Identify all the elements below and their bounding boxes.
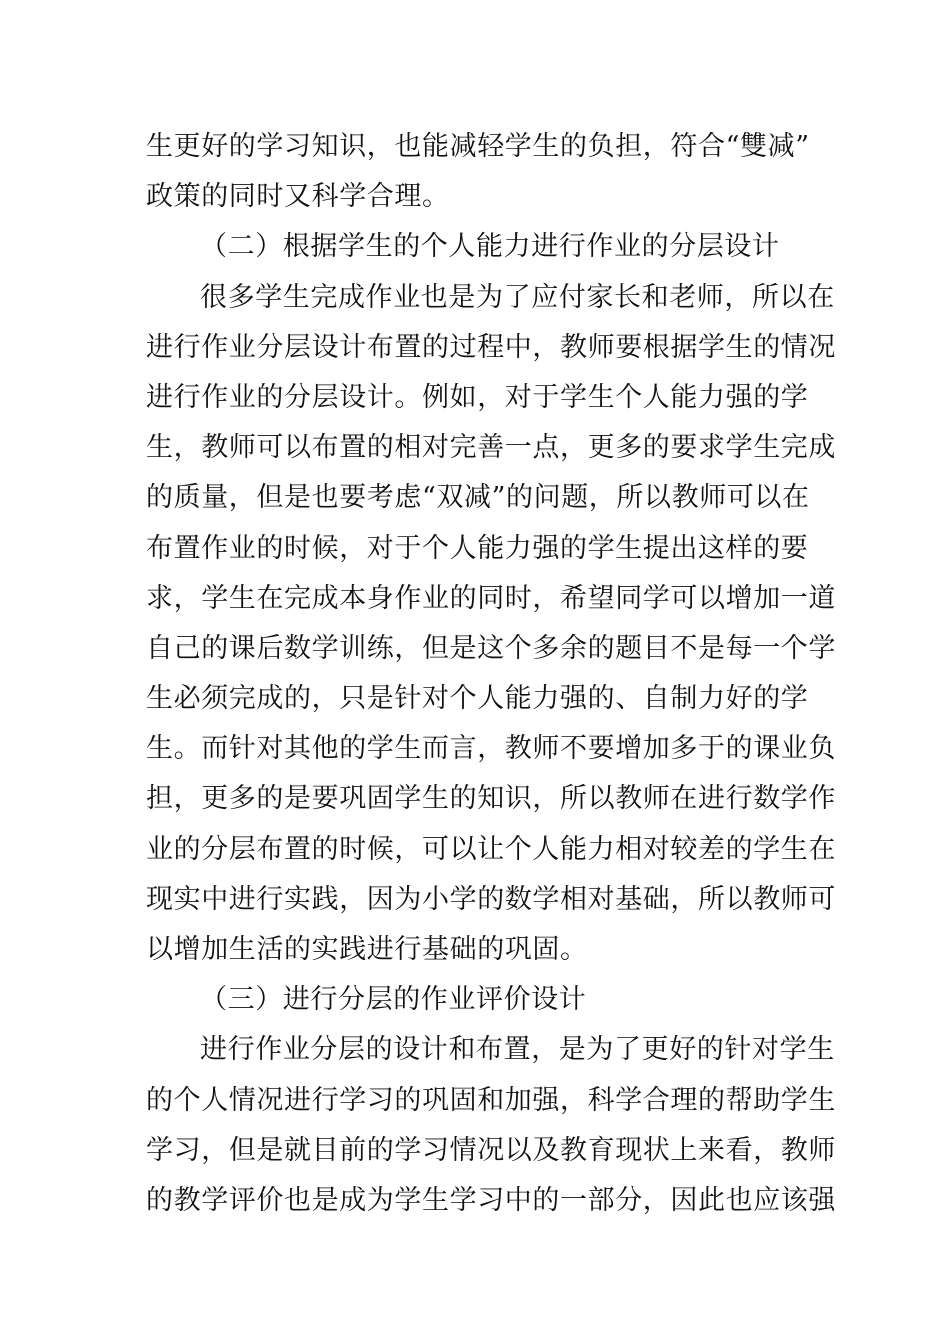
text-line: 生。而针对其他的学生而言，教师不要增加多于的课业负 [146,733,836,765]
document-body [146,122,836,1226]
text-line: 担，更多的是要巩固学生的知识，所以教师在进行数学作 [146,783,836,815]
text-line: 的质量，但是也要考虑“双减”的问题，所以教师可以在 [146,482,810,514]
text-line: 业的分层布置的时候，可以让个人能力相对较差的学生在 [146,833,836,865]
text-line: 的个人情况进行学习的巩固和加强，科学合理的帮助学生 [146,1084,836,1116]
section-heading: （三）进行分层的作业评价设计 [200,984,587,1016]
text-line: 布置作业的时候，对于个人能力强的学生提出这样的要 [146,532,809,564]
text-line: 现实中进行实践，因为小学的数学相对基础，所以教师可 [146,883,836,915]
text-line: 进行作业的分层设计。例如，对于学生个人能力强的学 [146,381,809,413]
text-line: 学习，但是就目前的学习情况以及教育现状上来看，教师 [146,1134,836,1166]
text-line: 求，学生在完成本身作业的同时，希望同学可以增加一道 [146,582,836,614]
paragraph-first-line: 很多学生完成作业也是为了应付家长和老师，所以在 [200,281,835,313]
section-heading: （二）根据学生的个人能力进行作业的分层设计 [200,231,780,263]
text-line: 生更好的学习知识，也能减轻学生的负担，符合“雙减” [146,131,810,162]
text-line: 生必须完成的，只是针对个人能力强的、自制力好的学 [146,683,809,715]
text-line: 生，教师可以布置的相对完善一点，更多的要求学生完成 [146,432,836,464]
text-line: 的教学评价也是成为学生学习中的一部分，因此也应该强 [146,1184,836,1216]
text-line: 自己的课后数学训练，但是这个多余的题目不是每一个学 [146,632,836,664]
text-line: 以增加生活的实践进行基础的巩固。 [146,934,588,965]
text-line: 政策的同时又科学合理。 [146,181,450,213]
text-line: 进行作业分层设计布置的过程中，教师要根据学生的情况 [146,331,836,363]
paragraph-first-line: 进行作业分层的设计和布置，是为了更好的针对学生 [200,1034,835,1066]
